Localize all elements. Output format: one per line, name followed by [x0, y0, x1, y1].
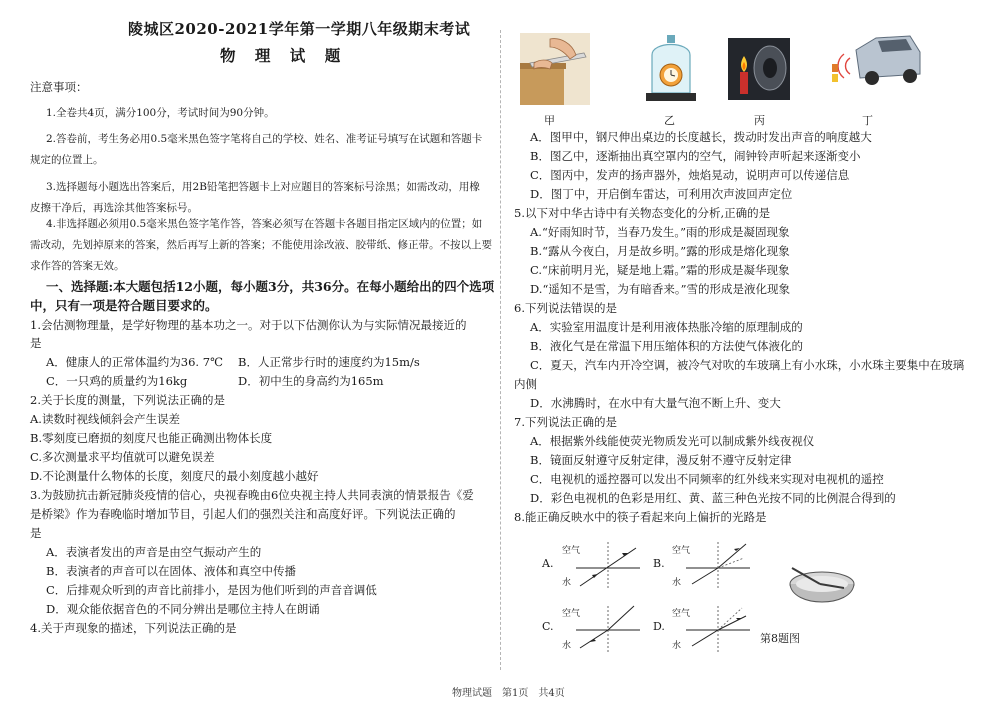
answer-option: A．表演者发出的声音是由空气振动产生的 — [46, 545, 262, 559]
answer-option: C.“床前明月光，疑是地上霜。”霜的形成是凝华现象 — [530, 263, 790, 277]
answer-option: D.“遥知不是雪，为有暗香来。”雪的形成是液化现象 — [530, 282, 790, 296]
answer-option: B.“露从今夜白，月是故乡明。”露的形成是熔化现象 — [530, 244, 790, 258]
section-heading: 中，只有一项是符合题目要求的。 — [30, 298, 218, 313]
answer-option: C．一只鸡的质量约为16kg — [46, 374, 188, 388]
answer-option: B．人正常步行时的速度约为15m/s — [238, 355, 420, 369]
subject-title: 物 理 试 题 — [220, 46, 348, 65]
question-stem: 1.会估测物理量，是学好物理的基本功之一。对于以下估测你认为与实际情况最接近的 — [30, 318, 467, 332]
answer-option: B．图乙中，逐渐抽出真空罩内的空气，闹钟铃声听起来逐渐变小 — [530, 149, 861, 163]
water-label: 水 — [672, 641, 682, 651]
answer-option: D．初中生的身高约为165m — [238, 374, 384, 388]
question-stem: 5.以下对中华古诗中有关物态变化的分析,正确的是 — [514, 206, 771, 220]
chopsticks-in-bowl-photo — [786, 562, 858, 622]
question-stem: 3.为鼓励抗击新冠肺炎疫情的信心，央视春晚由6位央视主持人共同表演的情景报告《爱 — [30, 488, 474, 502]
answer-option: C．电视机的遥控器可以发出不同频率的红外线来实现对电视机的遥控 — [530, 472, 884, 486]
answer-option: A.“好雨知时节，当春乃发生。”雨的形成是凝固现象 — [530, 225, 790, 239]
answer-option: A．健康人的正常体温约为36. 7℃ — [46, 355, 223, 369]
question-stem: 是 — [30, 526, 42, 540]
air-label: 空气 — [562, 546, 581, 556]
answer-option: D.不论测量什么物体的长度，刻度尺的最小刻度越小越好 — [30, 469, 319, 483]
answer-option: A.读数时视线倾斜会产生误差 — [30, 412, 180, 426]
diagram-option-label: C. — [542, 620, 554, 633]
answer-option: B．液化气是在常温下用压缩体积的方法使气体液化的 — [530, 339, 803, 353]
answer-option: 内侧 — [514, 377, 537, 391]
answer-option: D．水沸腾时，在水中有大量气泡不断上升、变大 — [530, 396, 781, 410]
answer-option: D．彩色电视机的色彩是用红、黄、蓝三种色光按不同的比例混合得到的 — [530, 491, 896, 505]
page-footer: 物理试题 第1页 共4页 — [452, 688, 565, 699]
column-divider — [500, 30, 501, 670]
question-stem: 6.下列说法错误的是 — [514, 301, 617, 315]
notice-line: 需改动，先划掉原来的答案，然后再写上新的答案；不能使用涂改液、胶带纸、修正带。不按以上要 — [30, 239, 492, 251]
question-stem: 8.能正确反映水中的筷子看起来向上偏折的光路是 — [514, 510, 767, 524]
answer-option: C．后排观众听到的声音比前排小，是因为他们听到的声音音调低 — [46, 583, 377, 597]
answer-option: A．实验室用温度计是利用液体热胀冷缩的原理制成的 — [530, 320, 803, 334]
answer-option: B．镜面反射遵守反射定律，漫反射不遵守反射定律 — [530, 453, 792, 467]
light-path-diagram-a — [574, 538, 642, 590]
notice-line: 皮擦干净后，再选涂其他答案标号。 — [30, 202, 198, 214]
diagram-option-label: A. — [542, 557, 554, 570]
answer-option: B.零刻度已磨损的刻度尺也能正确测出物体长度 — [30, 431, 273, 445]
answer-option: C．夏天，汽车内开冷空调，被冷气对吹的车玻璃上有小水珠，小水珠主要集中在玻璃 — [530, 358, 965, 372]
water-label: 水 — [562, 578, 572, 588]
figure-ruler-on-desk — [520, 33, 590, 105]
question-stem: 是桥梁》作为春晚临时增加节目，引起人们的强烈关注和高度好评。下列说法正确的 — [30, 507, 456, 521]
notice-line: 4.非选择题必须用0.5毫米黑色签字笔作答，答案必须写在答题卡各题目指定区域内的位置；如 — [46, 218, 483, 230]
question-stem: 7.下列说法正确的是 — [514, 415, 617, 429]
answer-option: D．图丁中，开启倒车雷达，可利用次声波回声定位 — [530, 187, 793, 201]
figure-speaker-candle — [728, 38, 790, 100]
notice-line: 规定的位置上。 — [30, 154, 104, 166]
figure-label: 丙 — [754, 114, 765, 127]
light-path-diagram-c — [574, 602, 642, 654]
water-label: 水 — [562, 641, 572, 651]
figure-label: 丁 — [862, 114, 873, 127]
question-stem: 4.关于声现象的描述，下列说法正确的是 — [30, 621, 237, 635]
question-stem: 是 — [30, 336, 42, 350]
answer-option: D．观众能依据音色的不同分辨出是哪位主持人在朗诵 — [46, 602, 320, 616]
water-label: 水 — [672, 578, 682, 588]
question-stem: 2.关于长度的测量，下列说法正确的是 — [30, 393, 225, 407]
figure-car-reversing-radar — [826, 30, 924, 94]
notice-heading: 注意事项： — [30, 80, 88, 94]
figure-label: 乙 — [664, 114, 675, 127]
notice-line: 3.选择题每小题选出答案后，用2B铅笔把答题卡上对应题目的答案标号涂黑；如需改动，用橡 — [46, 181, 480, 193]
figure-caption: 第8题图 — [760, 632, 800, 645]
exam-title: 陵城区2020-2021学年第一学期八年级期末考试 — [128, 20, 471, 38]
answer-option: A．图甲中，钢尺伸出桌边的长度越长，拨动时发出声音的响度越大 — [530, 130, 872, 144]
answer-option: B．表演者的声音可以在固体、液体和真空中传播 — [46, 564, 296, 578]
air-label: 空气 — [672, 546, 691, 556]
notice-line: 2.答卷前，考生务必用0.5毫米黑色签字笔将自己的学校、姓名、准考证号填写在试题和答题卡 — [46, 133, 483, 145]
answer-option: A．根据紫外线能使荧光物质发光可以制成紫外线夜视仪 — [530, 434, 815, 448]
notice-line: 求作答的答案无效。 — [30, 260, 125, 272]
air-label: 空气 — [562, 609, 581, 619]
diagram-option-label: D. — [653, 620, 665, 633]
air-label: 空气 — [672, 609, 691, 619]
answer-option: C.多次测量求平均值就可以避免误差 — [30, 450, 215, 464]
diagram-option-label: B. — [653, 557, 665, 570]
light-path-diagram-d — [684, 602, 752, 654]
notice-line: 1.全卷共4页，满分100分，考试时间为90分钟。 — [46, 107, 275, 119]
figure-label: 甲 — [544, 114, 555, 127]
section-heading: 一、选择题:本大题包括12小题，每小题3分，共36分。在每小题给出的四个选项 — [46, 279, 495, 294]
light-path-diagram-b — [684, 538, 752, 590]
figure-bell-jar-alarm-clock — [642, 33, 700, 105]
answer-option: C．图丙中，发声的扬声器外，烛焰晃动，说明声可以传递信息 — [530, 168, 850, 182]
